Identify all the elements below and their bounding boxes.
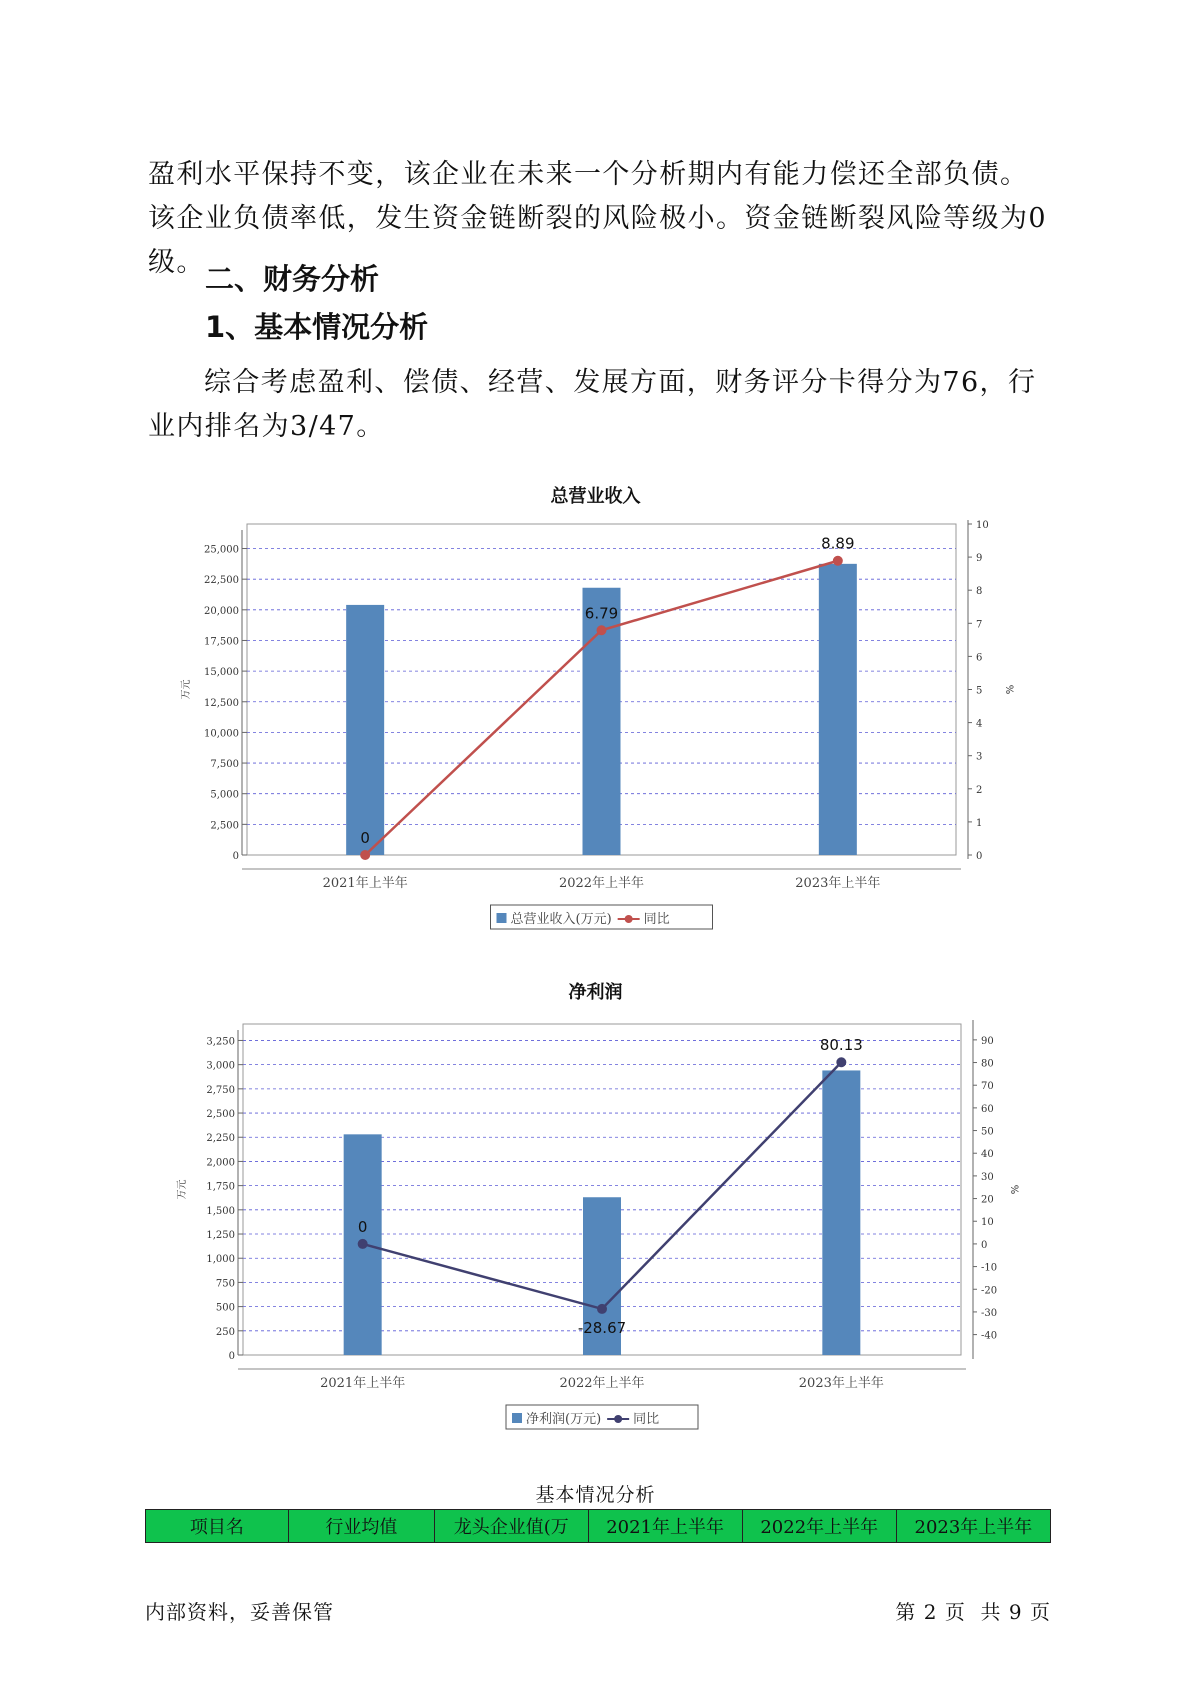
legend-line-label: 同比 [643, 912, 670, 927]
paragraph-risk: 盈利水平保持不变，该企业在未来一个分析期内有能力偿还全部负债。该企业负债率低，发生资金链断裂的风险极小。资金链断裂风险等级为0级。 [148, 159, 1047, 278]
y-tick-label: 1,750 [206, 1181, 235, 1193]
paragraph-score: 综合考虑盈利、偿债、经营、发展方面，财务评分卡得分为76，行业内排名为3/47。 [148, 367, 1037, 442]
x-tick-label: 2023年上半年 [798, 1376, 884, 1391]
y-tick-label: 2,750 [206, 1084, 235, 1096]
y2-tick-label: 0 [981, 1239, 988, 1251]
y-tick-label: 2,250 [206, 1133, 235, 1145]
basic-analysis-table [145, 1509, 1051, 1543]
legend-line-label: 同比 [633, 1412, 660, 1427]
x-tick-label: 2021年上半年 [322, 876, 408, 891]
data-label: 80.13 [819, 1036, 863, 1055]
legend-bar-label: 净利润(万元) [526, 1412, 602, 1427]
data-label: 6.79 [584, 604, 619, 623]
header-2022h1: 2022年上半年 [742, 1510, 896, 1543]
legend-bar-swatch [497, 913, 507, 923]
y-tick-label: 20,000 [204, 605, 239, 617]
line-point [836, 1057, 846, 1067]
y2-tick-label: 10 [981, 1217, 994, 1229]
y-axis-title: 万元 [181, 679, 192, 700]
chart-title-net-profit: 净利润 [568, 982, 623, 1003]
y2-tick-label: 40 [981, 1149, 994, 1161]
header-item-name: 项目名 [146, 1510, 289, 1543]
y2-tick-label: 90 [981, 1035, 994, 1047]
y-tick-label: 0 [228, 1351, 235, 1362]
data-label: 0 [360, 829, 370, 847]
y2-tick-label: 60 [981, 1103, 994, 1115]
legend [491, 905, 713, 929]
line-point [597, 625, 607, 635]
header-industry-average: 行业均值 [288, 1510, 434, 1543]
line-point [360, 850, 370, 860]
y-tick-label: 500 [215, 1302, 235, 1314]
y2-tick-label: 2 [976, 784, 983, 796]
x-tick-label: 2023年上半年 [795, 876, 881, 891]
y2-axis-title: % [1003, 684, 1014, 695]
y2-tick-label: -30 [981, 1307, 998, 1319]
bar [822, 1070, 860, 1355]
chart-title-revenue: 总营业收入 [550, 486, 641, 507]
y2-tick-label: 3 [976, 751, 983, 763]
y2-tick-label: -10 [981, 1262, 998, 1274]
y-tick-label: 1,000 [206, 1254, 235, 1266]
bar [819, 564, 857, 855]
net-profit-chart [0, 1000, 1191, 1435]
data-label: 8.89 [821, 534, 855, 553]
y2-tick-label: 80 [981, 1058, 994, 1070]
data-label: 0 [357, 1217, 368, 1236]
y-tick-label: 750 [215, 1278, 235, 1290]
header-2021h1: 2021年上半年 [588, 1510, 742, 1543]
y-tick-label: 2,500 [206, 1109, 235, 1121]
y-tick-label: 3,250 [206, 1036, 235, 1048]
footer-page-number: 第 2 页 共 9 页 [895, 1600, 1051, 1624]
y2-tick-label: 4 [976, 718, 983, 730]
table-caption: 基本情况分析 [535, 1484, 656, 1506]
y-tick-label: 3,000 [206, 1060, 235, 1072]
y2-tick-label: 30 [981, 1171, 994, 1183]
legend [506, 1405, 698, 1429]
y2-tick-label: 50 [981, 1126, 994, 1138]
data-label: -28.67 [577, 1318, 627, 1337]
table-header-row [146, 1510, 1051, 1543]
y-tick-label: 10,000 [204, 728, 239, 740]
y2-tick-label: -40 [981, 1330, 998, 1342]
section-heading: 二、财务分析 [205, 262, 380, 296]
y2-tick-label: 1 [976, 817, 983, 829]
y-tick-label: 2,500 [210, 820, 239, 832]
y2-axis-title: % [1008, 1184, 1019, 1195]
y2-tick-label: 70 [981, 1081, 994, 1093]
revenue-chart [0, 500, 1191, 935]
header-2023h1: 2023年上半年 [896, 1510, 1050, 1543]
y2-tick-label: 6 [976, 652, 983, 664]
y-tick-label: 0 [232, 851, 239, 862]
y-tick-label: 1,250 [206, 1230, 235, 1242]
y-tick-label: 25,000 [204, 544, 239, 556]
line-point [358, 1239, 368, 1249]
footer-confidential: 内部资料，妥善保管 [145, 1600, 334, 1624]
legend-bar-label: 总营业收入(万元) [510, 912, 612, 927]
y-tick-label: 12,500 [204, 697, 239, 709]
y2-tick-label: 8 [976, 586, 983, 598]
legend-bar-swatch [512, 1413, 522, 1423]
y-tick-label: 22,500 [204, 575, 239, 587]
y2-tick-label: 0 [976, 851, 983, 862]
y-tick-label: 250 [215, 1326, 235, 1338]
y-tick-label: 2,000 [206, 1157, 235, 1169]
y2-tick-label: -20 [981, 1285, 998, 1297]
y2-tick-label: 7 [976, 619, 983, 631]
subsection-heading: 1、基本情况分析 [205, 310, 429, 344]
y2-tick-label: 20 [981, 1194, 994, 1206]
y-tick-label: 7,500 [210, 759, 239, 771]
x-tick-label: 2022年上半年 [558, 876, 645, 891]
y-tick-label: 1,500 [206, 1205, 235, 1217]
x-tick-label: 2021年上半年 [320, 1376, 406, 1391]
line-point [833, 556, 843, 566]
y2-tick-label: 10 [976, 520, 989, 531]
x-tick-label: 2022年上半年 [559, 1376, 645, 1391]
y-tick-label: 5,000 [210, 789, 239, 801]
y-axis-title: 万元 [177, 1179, 188, 1200]
legend-line-marker [625, 915, 633, 923]
bar [346, 605, 384, 855]
y-tick-label: 17,500 [204, 636, 239, 648]
y2-tick-label: 5 [976, 685, 983, 697]
line-point [597, 1304, 607, 1314]
header-leader-value: 龙头企业值(万 [434, 1510, 588, 1543]
y2-tick-label: 9 [976, 553, 983, 565]
legend-line-marker [614, 1415, 622, 1423]
y-tick-label: 15,000 [204, 667, 239, 679]
